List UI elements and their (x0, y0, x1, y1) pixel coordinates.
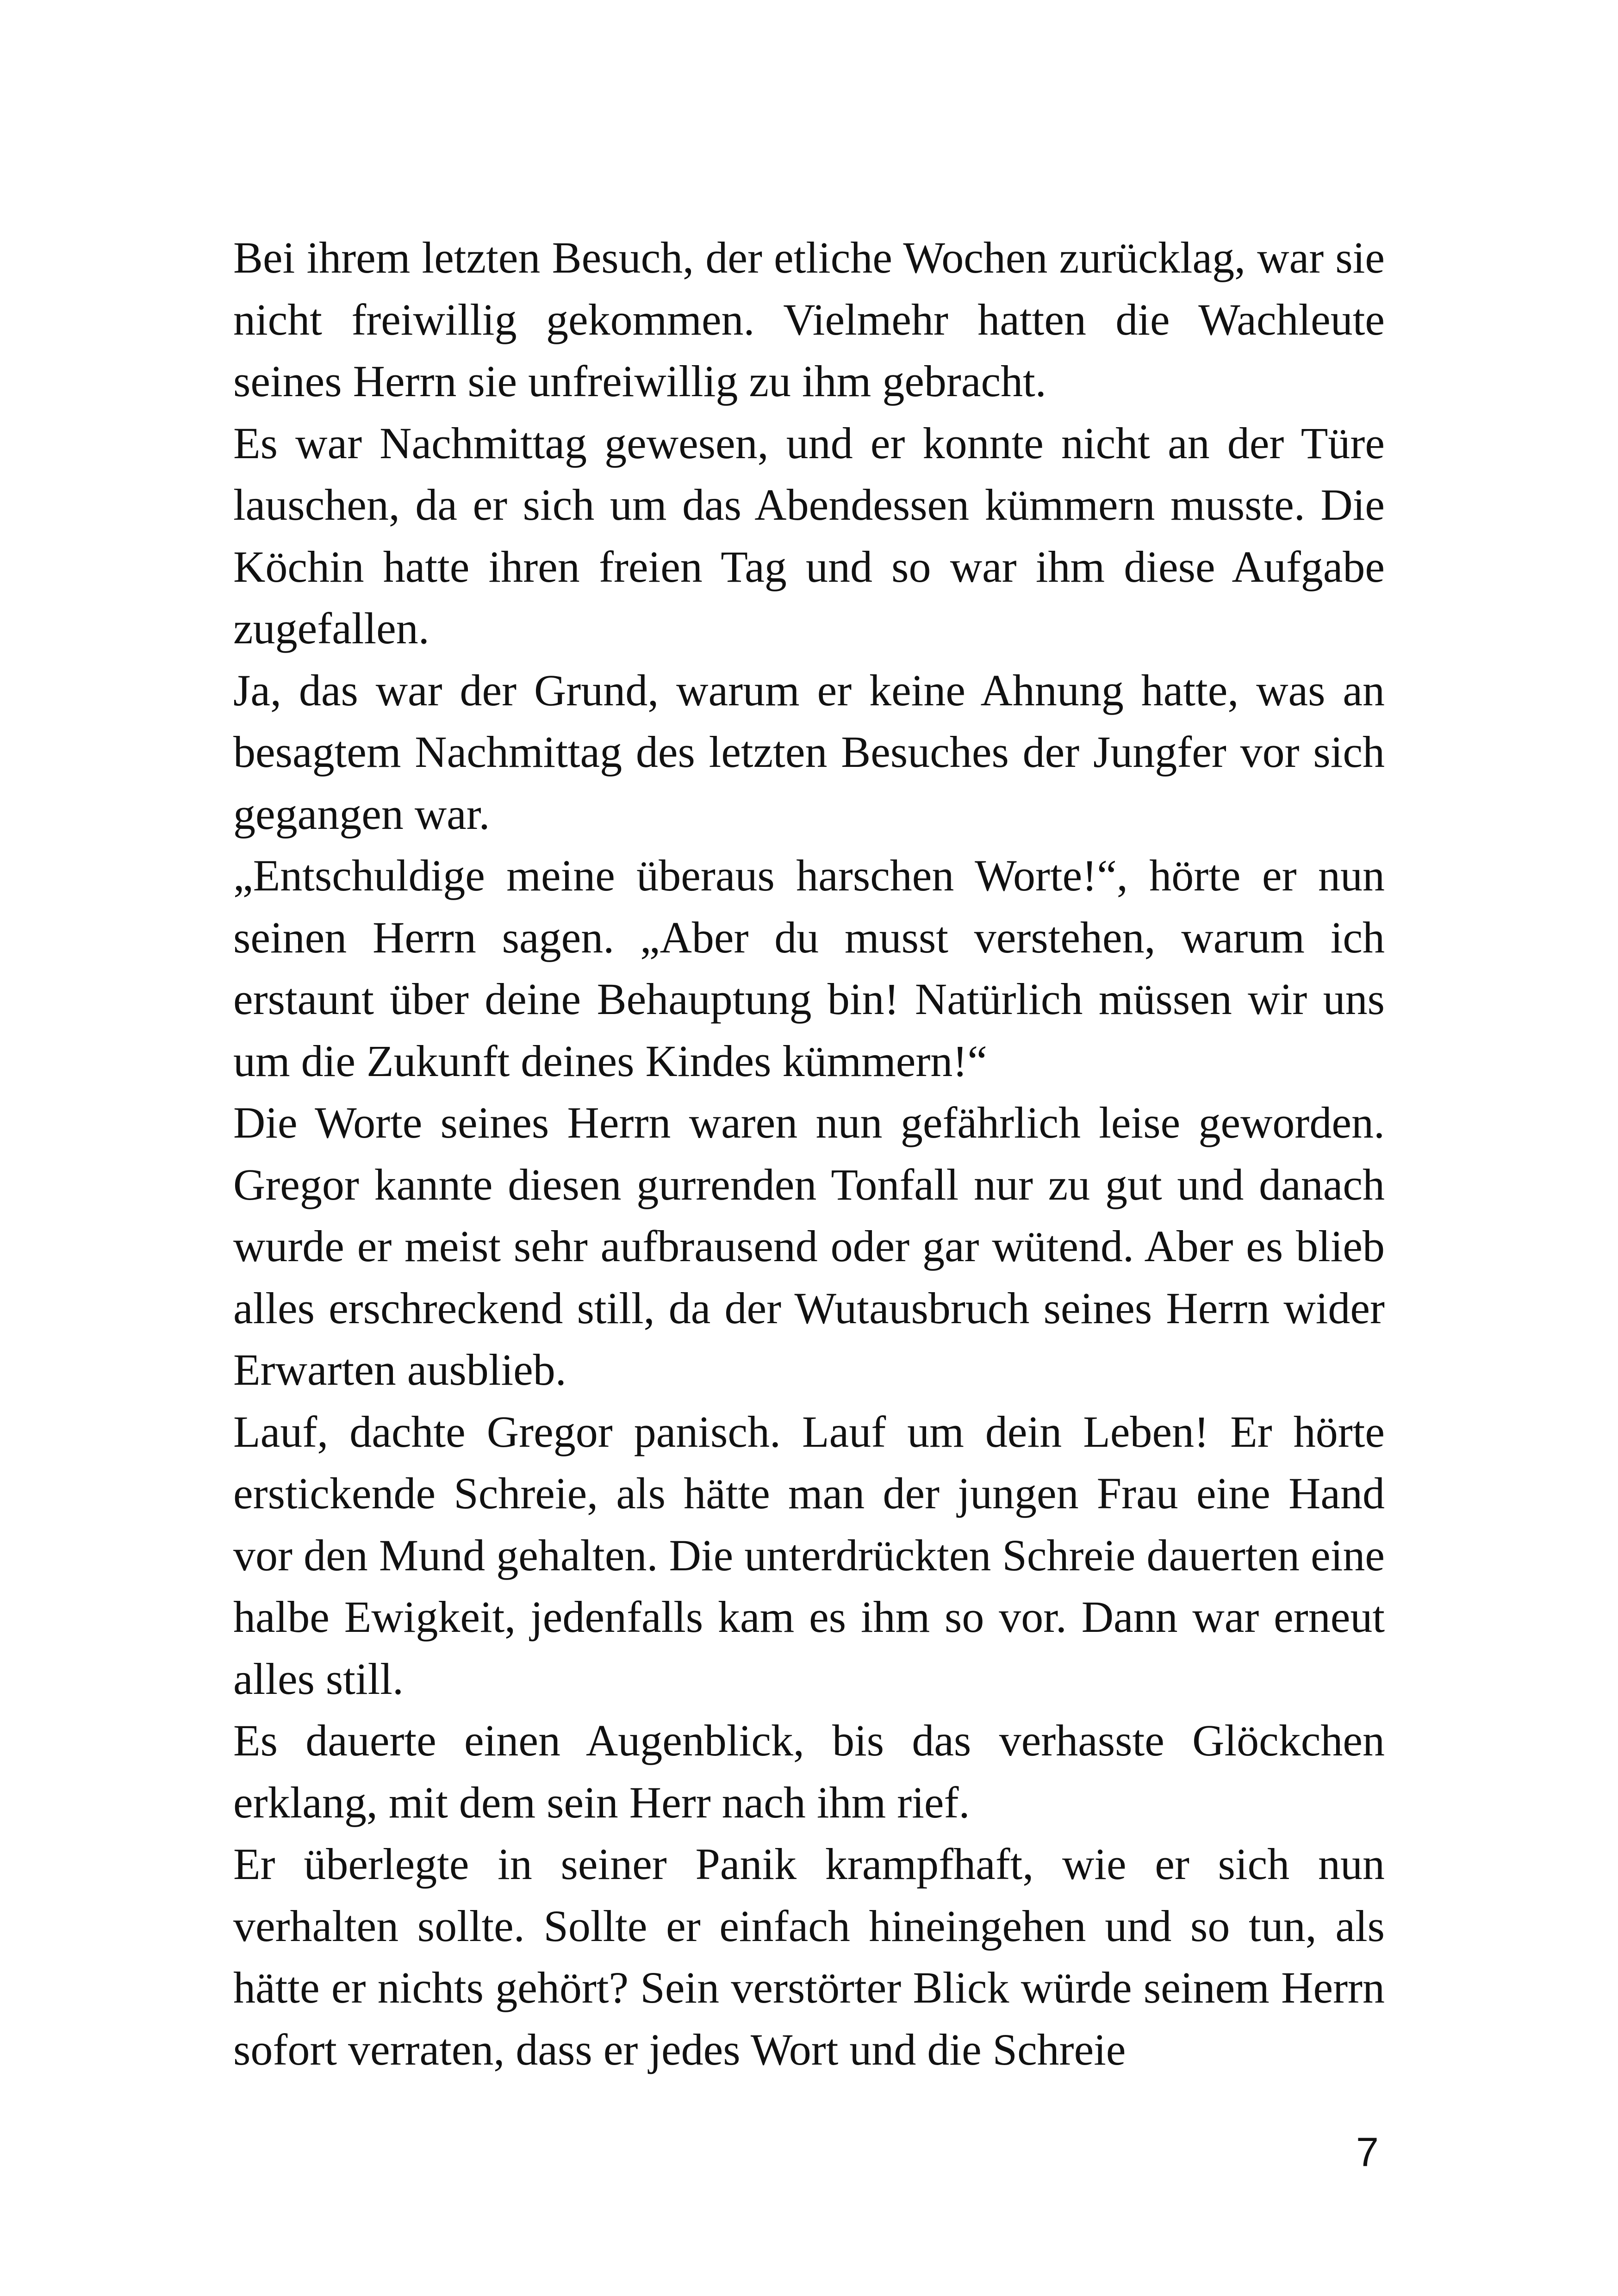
paragraph-3: Ja, das war der Grund, warum er keine Ahnung hatte, was an besagtem Nachmittag des letzten Besuches der Jungfer vor sich gegangen war. (233, 665, 1385, 839)
paragraph-7: Es dauerte einen Augenblick, bis das verhasste Glöckchen erklang, mit dem sein Herr nach ihm rief. (233, 1716, 1385, 1827)
paragraph-1: Bei ihrem letzten Besuch, der etliche Wochen zurücklag, war sie nicht freiwillig gekommen. Vielmehr hatten die Wachleute seines Herrn sie unfreiwillig zu ihm gebracht. (233, 233, 1385, 406)
body-text (233, 227, 1385, 2080)
paragraph-8: Er überlegte in seiner Panik krampfhaft, wie er sich nun verhalten sollte. Sollte er einfach hineingehen und so tun, als hätte er nichts gehört? Sein verstörter Blick würde seinem Herrn sofort verraten, dass er jedes Wort und die Schreie (233, 1839, 1385, 2074)
paragraph-2: Es war Nachmittag gewesen, und er konnte nicht an der Türe lauschen, da er sich um das Abendessen kümmern musste. Die Köchin hatte ihren freien Tag und so war ihm diese Aufgabe zugefallen. (233, 418, 1385, 653)
paragraph-6: Lauf, dachte Gregor panisch. Lauf um dein Leben! Er hörte erstickende Schreie, als hätte man der jungen Frau eine Hand vor den Mund gehalten. Die unterdrückten Schreie dauerten eine halbe Ewigkeit, jedenfalls kam es ihm so vor. Dann war erneut alles still. (233, 1406, 1385, 1704)
paragraph-4: „Entschuldige meine überaus harschen Worte!“, hörte er nun seinen Herrn sagen. „Aber du musst verstehen, warum ich erstaunt über deine Behauptung bin! Natürlich müssen wir uns um die Zukunft deines Kindes kümmern!“ (233, 851, 1385, 1086)
page-number: 7 (1356, 2129, 1379, 2175)
paragraph-5: Die Worte seines Herrn waren nun gefährlich leise geworden. Gregor kannte diesen gurrenden Tonfall nur zu gut und danach wurde er meist sehr aufbrausend oder gar wütend. Aber es blieb alles erschreckend still, da der Wutausbruch seines Herrn wider Erwarten ausblieb. (233, 1098, 1385, 1394)
